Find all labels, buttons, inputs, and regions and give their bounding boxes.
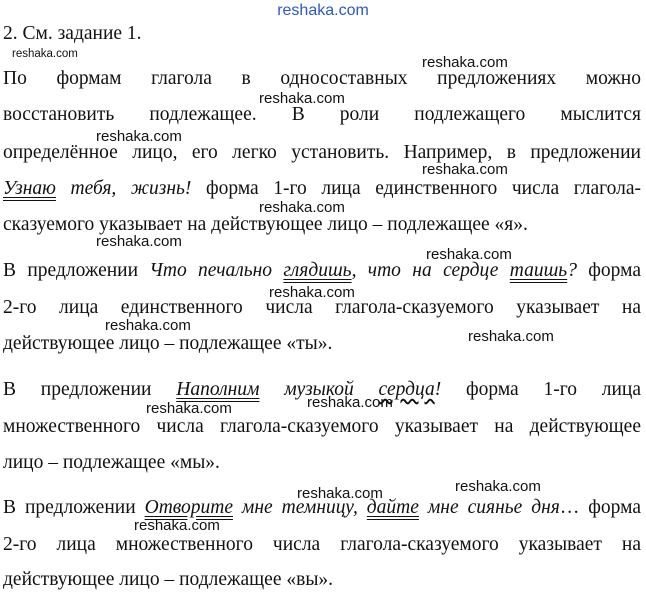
example-text: мне темницу, xyxy=(232,497,367,518)
watermark: reshaka.com xyxy=(297,485,383,502)
example-text: ? xyxy=(567,260,577,281)
p1-line-1: По формам глагола в односоставных предложениях можно xyxy=(3,68,641,89)
watermark: reshaka.com xyxy=(12,48,78,60)
p1-line-3: определённое лицо, его легко установить. Например, в предложении xyxy=(3,142,641,163)
p2-intro: В предложении xyxy=(3,260,150,281)
p4-line-3: действующее лицо – подлежащее «вы». xyxy=(3,569,334,590)
object-serdtsa: сердца xyxy=(378,379,435,400)
watermark: reshaka.com xyxy=(426,246,512,263)
watermark: reshaka.com xyxy=(422,161,508,178)
watermark: reshaka.com xyxy=(259,90,345,107)
p2-line-2: 2-го лица единственного числа глагола-сказуемого указывает на xyxy=(3,297,641,318)
p2-line-1 xyxy=(3,259,641,283)
verb-otvorite: Отворите xyxy=(144,497,233,518)
p1-line-4-rest: форма 1-го лица единственного числа глагола- xyxy=(191,178,641,199)
example-text: мне сиянье дня xyxy=(418,497,560,518)
p3-line-3: лицо – подлежащее «мы». xyxy=(3,452,220,473)
p1-line-2: восстановить подлежащее. В роли подлежащего мыслится xyxy=(3,104,641,125)
p4-line-2: 2-го лица множественного числа глагола-сказуемого указывает на xyxy=(3,534,641,555)
example-text: ! xyxy=(434,379,442,400)
p3-line-2: множественного числа глагола-сказуемого указывает на действующее xyxy=(3,416,641,437)
example-text: Что печально xyxy=(149,260,284,281)
p3-intro: В предложении xyxy=(3,379,177,400)
watermark: reshaka.com xyxy=(422,54,508,71)
p1-line-4 xyxy=(3,177,641,201)
watermark: reshaka.com xyxy=(307,394,393,411)
watermark: reshaka.com xyxy=(259,199,345,216)
verb-taish: таишь xyxy=(509,260,568,281)
watermark: reshaka.com xyxy=(96,128,182,145)
task-heading: 2. См. задание 1. xyxy=(3,23,142,44)
watermark: reshaka.com xyxy=(105,317,191,334)
watermark: reshaka.com xyxy=(455,478,541,495)
p3-line-1-rest: форма 1-го лица xyxy=(441,379,641,400)
watermark: reshaka.com xyxy=(269,284,355,301)
p1-line-5: сказуемого указывает на действующее лицо – подлежащее «я». xyxy=(3,214,528,235)
verb-napolnim: Наполним xyxy=(176,379,260,400)
p2-line-3: действующее лицо – подлежащее «ты». xyxy=(3,333,333,354)
p4-line-1-rest: … форма xyxy=(559,497,642,518)
site-title: reshaka.com xyxy=(277,2,369,19)
verb-uznayu: Узнаю xyxy=(3,178,56,199)
p4-intro: В предложении xyxy=(3,497,145,518)
watermark: reshaka.com xyxy=(146,400,232,417)
watermark: reshaka.com xyxy=(468,328,554,345)
watermark: reshaka.com xyxy=(96,233,182,250)
watermark: reshaka.com xyxy=(134,517,220,534)
verb-dayte: дайте xyxy=(366,497,419,518)
example-text: , что на сердце xyxy=(351,260,510,281)
example-text: тебя, жизнь! xyxy=(55,178,192,199)
verb-glyadish: глядишь xyxy=(283,260,352,281)
example-text: музыкой xyxy=(259,379,379,400)
p2-line-1-rest: форма xyxy=(576,260,642,281)
